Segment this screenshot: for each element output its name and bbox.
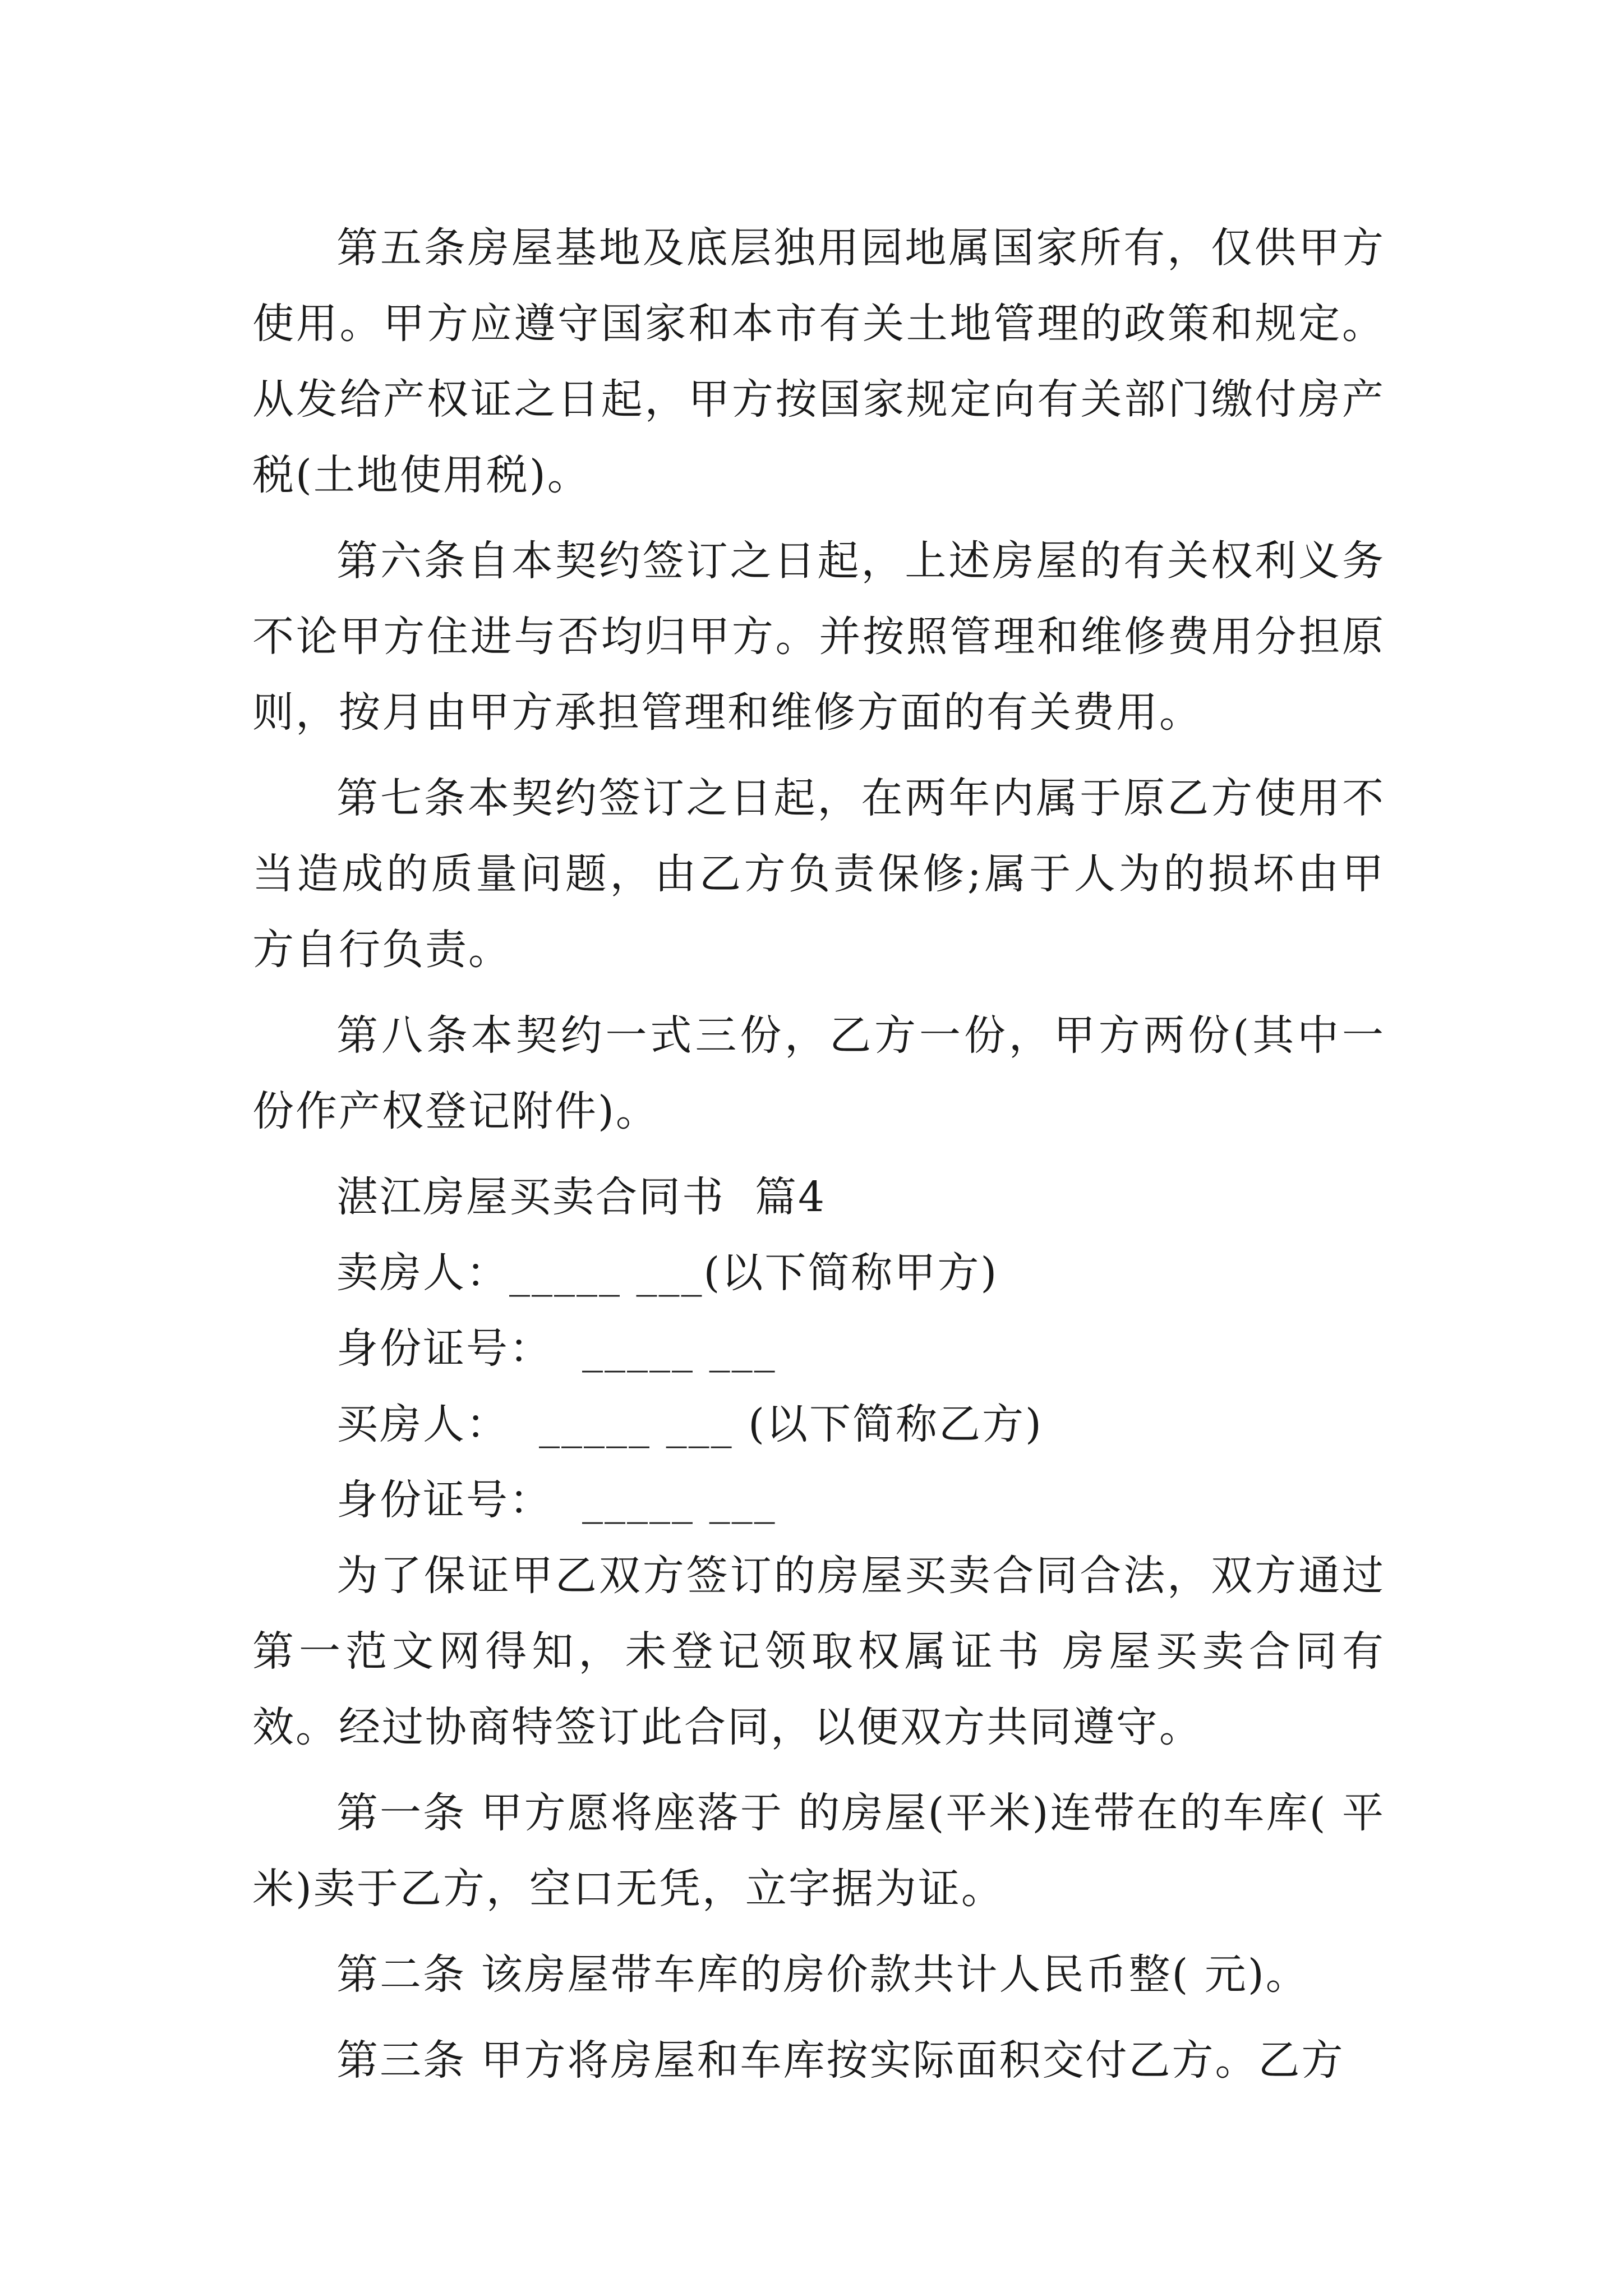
clause-8-paragraph: 第八条本契约一式三份，乙方一份，甲方两份(其中一份作产权登记附件)。 — [252, 1011, 1385, 1135]
section-title: 湛江房屋买卖合同书 篇4 — [336, 1173, 827, 1221]
article-3-paragraph: 第三条 甲方将房屋和车库按实际面积交付乙方。乙方 — [336, 2036, 1345, 2085]
article-1-paragraph: 第一条 甲方愿将座落于 的房屋(平米)连带在的车库( 平米)卖于乙方，空口无凭，立字据为证。 — [252, 1789, 1385, 1913]
buyer-id-field: 身份证号： _____ ___ — [336, 1476, 777, 1524]
preamble-paragraph: 为了保证甲乙双方签订的房屋买卖合同合法，双方通过第一范文网得知，未登记领取权属证书 房屋买卖合同有效。经过协商特签订此合同，以便双方共同遵守。 — [252, 1552, 1385, 1751]
document-body — [252, 210, 1385, 2109]
seller-id-field: 身份证号： _____ ___ — [336, 1324, 777, 1373]
article-2-paragraph: 第二条 该房屋带车库的房价款共计人民币整( 元)。 — [336, 1950, 1309, 1999]
clause-7-paragraph: 第七条本契约签订之日起，在两年内属于原乙方使用不当造成的质量问题，由乙方负责保修;属于人为的损坏由甲方自行负责。 — [252, 774, 1385, 974]
clause-5-paragraph: 第五条房屋基地及底层独用园地属国家所有，仅供甲方使用。甲方应遵守国家和本市有关土地管理的政策和规定。从发给产权证之日起，甲方按国家规定向有关部门缴付房产税(土地使用税)。 — [252, 224, 1385, 499]
clause-6-paragraph: 第六条自本契约签订之日起，上述房屋的有关权利义务不论甲方住进与否均归甲方。并按照管理和维修费用分担原则，按月由甲方承担管理和维修方面的有关费用。 — [252, 537, 1385, 737]
buyer-field: 买房人： _____ ___ (以下简称乙方) — [336, 1400, 1043, 1448]
seller-field: 卖房人：_____ ___(以下简称甲方) — [336, 1249, 999, 1297]
